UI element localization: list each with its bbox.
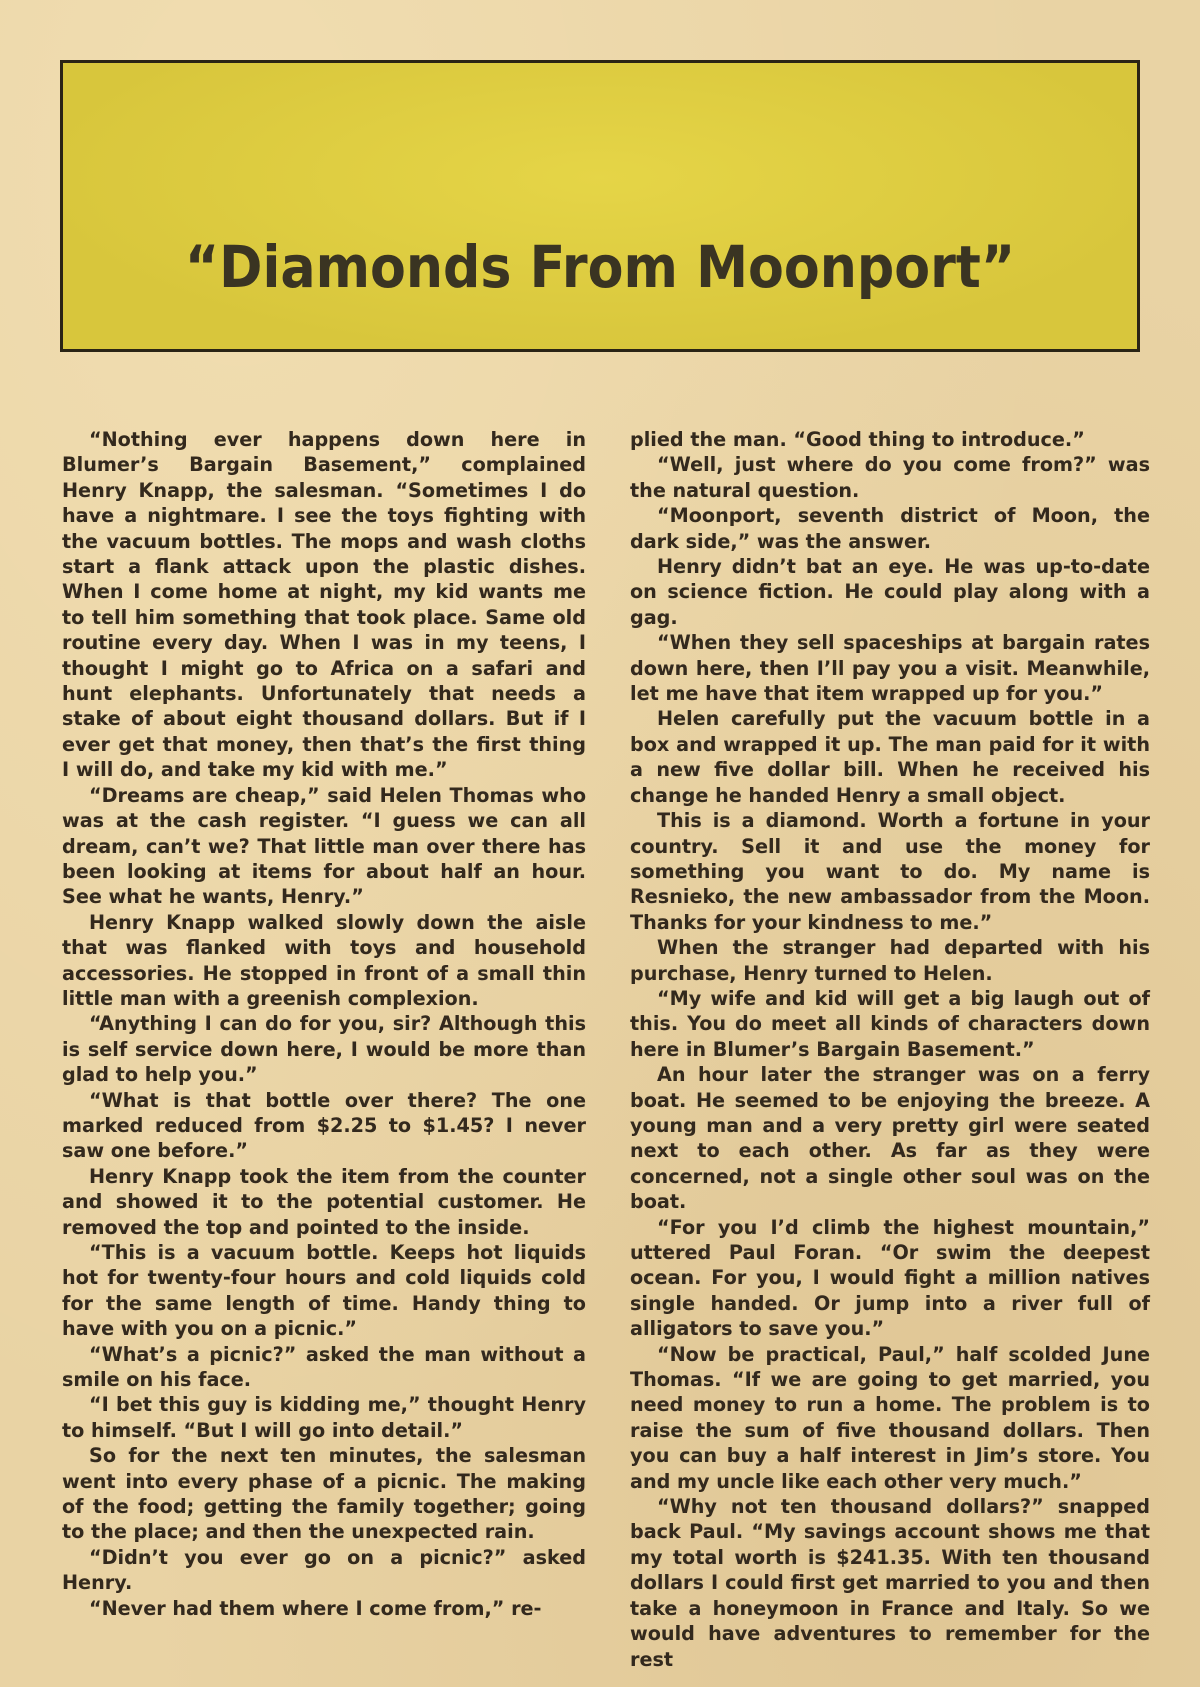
paragraph: “For you I’d climb the highest mountain,” uttered Paul Foran. “Or swim the deepest ocean. For you, I would fight a million natives single handed. Or jump into a river full of alligators to save you.” [630,1215,1150,1341]
paragraph: Henry didn’t bat an eye. He was up-to-date on science fiction. He could play along with a gag. [630,555,1150,629]
paragraph: “Now be practical, Paul,” half scolded June Thomas. “If we are going to get married, you need money to run a home. The problem is to raise the sum of five thousand dollars. Then you can buy a half interest in Jim’s store. You and my uncle like each other very much.” [630,1342,1150,1493]
paragraph: Helen carefully put the vacuum bottle in a box and wrapped it up. The man paid for it with a new five dollar bill. When he received his change he handed Henry a small object. [630,707,1150,807]
paragraph: Henry Knapp walked slowly down the aisle that was flanked with toys and household accessories. He stopped in front of a small thin little man with a greenish complexion. [62,910,586,1010]
paragraph: “Why not ten thousand dollars?” snapped back Paul. “My savings account shows me that my total worth is $241.35. With ten thousand dollars I could first get married to you and then take a honeymoon in France and Italy. So we would have adventures to remember for the rest [630,1495,1150,1671]
paragraph: “What’s a picnic?” asked the man without a smile on his face. [62,1342,586,1392]
paragraph: “Well, just where do you come from?” was the natural question. [630,453,1150,502]
paragraph: “Didn’t you ever go on a picnic?” asked Henry. [62,1545,586,1595]
story-title: “Diamonds From Moonport” [184,233,1016,301]
paragraph: “Nothing ever happens down here in Blumer’s Bargain Basement,” complained Henry Knapp, the salesman. “Sometimes I do have a nightmare. I see the toys fighting with the vacuum bottles. The mops and wash cloths start a flank attack upon the plastic dishes. When I come home at night, my kid wants me to tell him something that took place. Same old routine every day. When I was in my teens, I thought I might go to Africa on a safari and hunt elephants. Unfortunately that needs a stake of about eight thousand dollars. But if I ever get that money, then that’s the first thing I will do, and take my kid with me.” [62,428,586,782]
paragraph: Henry Knapp took the item from the counter and showed it to the potential customer. He removed the top and pointed to the inside. [62,1164,586,1239]
paragraph: When the stranger had departed with his purchase, Henry turned to Helen. [630,936,1150,985]
paragraph: This is a diamond. Worth a fortune in your country. Sell it and use the money for something you want to do. My name is Resnieko, the new ambassador from the Moon. Thanks for your kindness to me.” [630,809,1150,934]
paragraph: “Moonport, seventh district of Moon, the dark side,” was the answer. [630,504,1150,553]
paragraph: “My wife and kid will get a big laugh out of this. You do meet all kinds of characters down here in Blumer’s Bargain Basement.” [630,986,1150,1061]
paragraph: “Anything I can do for you, sir? Although this is self service down here, I would be more than glad to help you.” [62,1012,586,1087]
paragraph: So for the next ten minutes, the salesman went into every phase of a picnic. The making of the food; getting the family together; going to the place; and then the unexpected rain. [62,1444,586,1544]
paragraph-continuation: plied the man. “Good thing to introduce.” [630,428,1085,451]
paragraph: “Dreams are cheap,” said Helen Thomas who was at the cash register. “I guess we can all dream, can’t we? That little man over there has been looking at items for about half an hour. See what he wants, Henry.” [62,783,586,909]
paragraph: “When they sell spaceships at bargain rates down here, then I’ll pay you a visit. Meanwhile, let me have that item wrapped up for you.” [630,631,1150,706]
paragraph: “I bet this guy is kidding me,” thought Henry to himself. “But I will go into detail.” [62,1393,586,1442]
paragraph: An hour later the stranger was on a ferry boat. He seemed to be enjoying the breeze. A young man and a very pretty girl were seated next to each other. As far as they were concerned, not a single other soul was on the boat. [630,1063,1150,1214]
paragraph: “This is a vacuum bottle. Keeps hot liquids hot for twenty-four hours and cold liquids cold for the same length of time. Handy thing to have with you on a picnic.” [62,1241,586,1341]
paragraph: “What is that bottle over there? The one marked reduced from $2.25 to $1.45? I never saw one before.” [62,1088,586,1163]
paragraph: “Never had them where I come from,” re- [89,1596,542,1620]
left-text-column [62,427,586,1621]
story-title-box [60,60,1140,352]
right-text-column [630,427,1150,1672]
